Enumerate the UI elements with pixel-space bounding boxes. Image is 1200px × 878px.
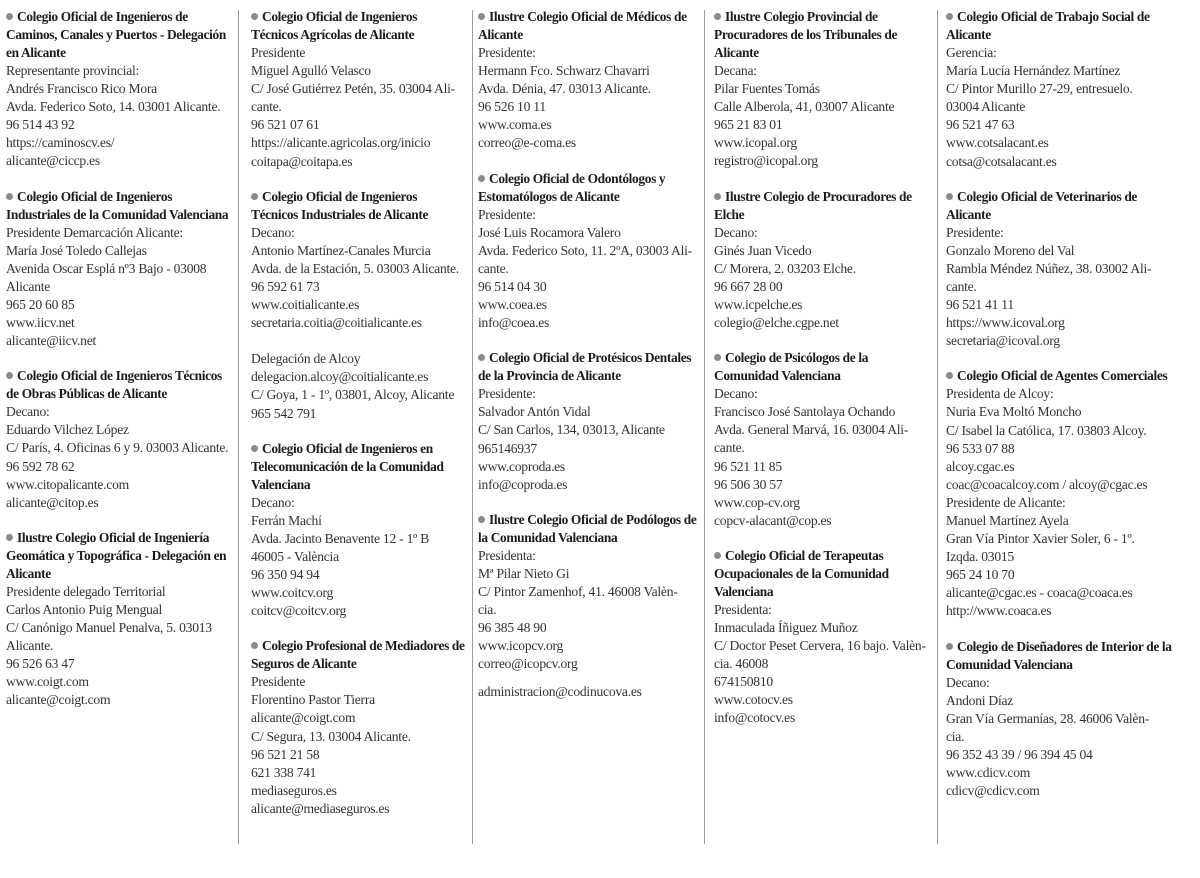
entry-role: Decano:	[714, 386, 758, 402]
bullet-icon	[946, 193, 953, 200]
entry-title: Colegio Oficial de Veterinarios de Alicante	[946, 188, 1138, 222]
entry-person: Andoni Díaz	[946, 692, 1014, 708]
bullet-icon	[946, 643, 953, 650]
entry-website: www.coproda.es	[478, 458, 565, 474]
bullet-icon	[946, 372, 953, 379]
entry-email: coitapa@coitapa.es	[251, 153, 353, 169]
entry-title: Colegio Profesional de Mediadores de Seguros de Alicante	[251, 638, 465, 672]
entry-email: secretaria@icoval.org	[946, 333, 1060, 349]
directory-entry	[714, 547, 934, 728]
entry-email: alicante@coigt.com	[6, 692, 111, 708]
entry-person: María José Toledo Callejas	[6, 242, 147, 258]
column-divider	[238, 10, 239, 844]
entry-role: Presidente:	[478, 206, 536, 222]
bullet-icon	[714, 13, 721, 20]
entry-role: Decano:	[714, 224, 758, 240]
entry-person: Miguel Agulló Velasco	[251, 63, 371, 79]
directory-entry	[946, 188, 1176, 351]
column-divider	[937, 10, 938, 844]
entry-website: mediaseguros.es	[251, 782, 337, 798]
entry-website: www.iicv.net	[6, 315, 75, 331]
entry-phone: 96 352 43 39 / 96 394 45 04	[946, 746, 1093, 762]
entry-address: C/ París, 4. Oficinas 6 y 9. 03003 Alicante.	[6, 440, 229, 456]
directory-entry	[6, 529, 232, 710]
directory-entry	[478, 349, 698, 494]
entry-website: www.citopalicante.com	[6, 476, 129, 492]
entry-role: Presidenta:	[714, 601, 772, 617]
bullet-icon	[6, 372, 13, 379]
entry-email: info@cotocv.es	[714, 710, 795, 726]
entry-website: https://alicante.agricolas.org/inicio	[251, 135, 431, 151]
entry-person: Inmaculada Íñiguez Muñoz	[714, 619, 858, 635]
column-4	[714, 8, 934, 848]
entry-phone: 96 521 21 58	[251, 746, 320, 762]
entry-website: http://www.coaca.es	[946, 603, 1052, 619]
entry-address: Alicante	[6, 278, 51, 294]
entry-website: www.coitialicante.es	[251, 297, 360, 313]
entry-phone: 96 526 10 11	[478, 99, 546, 115]
entry-title: Colegio Oficial de Odontólogos y Estomatólogos de Alicante	[478, 170, 666, 204]
entry-role: Presidente:	[478, 386, 536, 402]
entry-address: cia. 46008	[714, 656, 769, 672]
entry-email: alicante@iicv.net	[6, 333, 97, 349]
entry-title: Colegio Oficial de Ingenieros Técnicos Industriales de Alicante	[251, 188, 429, 222]
entry-email: copcv-alacant@cop.es	[714, 512, 832, 528]
entry-address: Rambla Méndez Núñez, 38. 03002 Ali-	[946, 260, 1152, 276]
entry-role: Presidenta:	[478, 547, 536, 563]
entry-title: Colegio Oficial de Protésicos Dentales de la Provincia de Alicante	[478, 350, 692, 384]
directory-entry	[714, 8, 934, 171]
entry-email: alicante@mediaseguros.es	[251, 800, 390, 816]
directory-entry	[478, 170, 698, 333]
entry-address: Avda. Dénia, 47. 03013 Alicante.	[478, 81, 651, 97]
column-divider	[472, 10, 473, 844]
entry-website: www.icopcv.org	[478, 638, 564, 654]
entry-title: Ilustre Colegio Oficial de Ingeniería Geomática y Topográfica - Delegación en Alicante	[6, 529, 227, 581]
entry-phone: 96 592 61 73	[251, 278, 320, 294]
entry-email: cdicv@cdicv.com	[946, 783, 1040, 799]
directory-entry	[6, 188, 232, 351]
entry-address: 03004 Alicante	[946, 99, 1026, 115]
entry-title: Colegio Oficial de Trabajo Social de Alicante	[946, 9, 1150, 42]
bullet-icon	[251, 13, 258, 20]
entry-email: info@coea.es	[478, 315, 550, 331]
entry-website: https://caminoscv.es/	[6, 135, 115, 151]
bullet-icon	[6, 193, 13, 200]
entry-phone: 96 350 94 94	[251, 566, 320, 582]
entry-address: 46005 - València	[251, 548, 339, 564]
entry-role: Presidente	[251, 45, 306, 60]
directory-entry	[251, 440, 465, 621]
entry-email: alicante@ciccp.es	[6, 153, 100, 169]
entry-address: C/ Canónigo Manuel Penalva, 5. 03013	[6, 619, 212, 635]
entry-phone: 965146937	[478, 440, 537, 456]
entry-address: Avda. Federico Soto, 11. 2ºA, 03003 Ali-	[478, 242, 692, 258]
column-divider	[704, 10, 705, 844]
entry-address: C/ Pintor Murillo 27-29, entresuelo.	[946, 81, 1133, 97]
entry-website: www.cotocv.es	[714, 692, 793, 708]
entry-role: Representante provincial:	[6, 63, 140, 78]
entry-title: Colegio de Diseñadores de Interior de la Comunidad Valenciana	[946, 638, 1172, 672]
entry-address: Avda. General Marvá, 16. 03004 Ali-	[714, 422, 909, 438]
entry-phone: 96 521 07 61	[251, 117, 320, 133]
entry-address: Izqda. 03015	[946, 549, 1014, 565]
entry-title: Colegio Oficial de Agentes Comerciales	[946, 367, 1176, 385]
bullet-icon	[478, 175, 485, 182]
entry-role: Presidente	[251, 674, 306, 690]
entry-website: www.cdicv.com	[946, 765, 1031, 780]
entry-address: Gran Vía Germanías, 28. 46006 Valèn-	[946, 710, 1150, 726]
entry-address: Avda. Jacinto Benavente 12 - 1º B	[251, 530, 430, 546]
entry-phone: 96 506 30 57	[714, 476, 783, 492]
bullet-icon	[251, 193, 258, 200]
entry-person: Salvador Antón Vidal	[478, 404, 591, 420]
entry-person: Ginés Juan Vicedo	[714, 242, 812, 258]
entry-address: Avda. de la Estación, 5. 03003 Alicante.	[251, 260, 459, 276]
bullet-icon	[478, 516, 485, 523]
entry-website: www.coigt.com	[6, 674, 89, 690]
entry-role: Decana:	[714, 63, 757, 78]
bullet-icon	[714, 193, 721, 200]
directory-entry	[714, 188, 934, 333]
alcoy-delegation	[251, 350, 465, 422]
entry-role: Presidente de Alicante:	[946, 494, 1066, 510]
entry-person: Florentino Pastor Tierra	[251, 692, 375, 708]
entry-address: cante.	[946, 278, 977, 294]
entry-role: Decano:	[251, 494, 295, 510]
delegation-name: Delegación de Alcoy	[251, 351, 361, 367]
entry-email: alicante@cgac.es - coaca@coaca.es	[946, 585, 1133, 601]
entry-person: Mª Pilar Nieto Gi	[478, 565, 570, 581]
entry-website: alcoy.cgac.es	[946, 458, 1015, 474]
entry-role: Presidente:	[478, 45, 536, 60]
entry-role: Presidente Demarcación Alicante:	[6, 224, 183, 240]
entry-address: cante.	[478, 260, 509, 276]
entry-phone: 96 667 28 00	[714, 278, 783, 294]
bullet-icon	[6, 13, 13, 20]
bullet-icon	[714, 354, 721, 361]
column-5	[946, 8, 1176, 848]
entry-phone: 96 526 63 47	[6, 656, 75, 672]
entry-phone: 96 521 47 63	[946, 117, 1015, 133]
entry-address: cia.	[478, 602, 497, 618]
entry-website: www.cop-cv.org	[714, 494, 800, 510]
bullet-icon	[251, 445, 258, 452]
entry-website: www.coea.es	[478, 297, 547, 313]
entry-person: Manuel Martínez Ayela	[946, 512, 1069, 528]
entry-phone: 965 24 10 70	[946, 567, 1015, 583]
directory-entry	[714, 349, 934, 530]
entry-email: registro@icopal.org	[714, 153, 818, 169]
entry-title: Ilustre Colegio Provincial de Procuradores de los Tribunales de Alicante	[714, 9, 898, 60]
entry-title: Colegio Oficial de Ingenieros Técnicos de Obras Públicas de Alicante	[6, 368, 222, 402]
entry-person: Carlos Antonio Puig Mengual	[6, 601, 162, 617]
bullet-icon	[946, 13, 953, 20]
entry-website: https://www.icoval.org	[946, 315, 1065, 331]
entry-address: C/ Goya, 1 - 1º, 03801, Alcoy, Alicante	[251, 387, 455, 403]
directory-entry	[251, 8, 465, 171]
entry-phone: 965 21 83 01	[714, 117, 783, 133]
entry-address: Calle Alberola, 41, 03007 Alicante	[714, 99, 895, 115]
entry-email: info@coproda.es	[478, 476, 568, 492]
entry-person: José Luis Rocamora Valero	[478, 224, 621, 240]
directory-entry	[946, 8, 1176, 171]
bullet-icon	[6, 534, 13, 541]
entry-title: Colegio de Psicólogos de la Comunidad Valenciana	[714, 350, 869, 384]
entry-role: Presidente:	[946, 224, 1004, 240]
entry-email: coac@coacalcoy.com / alcoy@cgac.es	[946, 476, 1148, 492]
directory-entry	[6, 8, 232, 171]
entry-person: Francisco José Santolaya Ochando	[714, 404, 896, 420]
directory-entry	[478, 511, 698, 702]
entry-role: Gerencia:	[946, 45, 997, 60]
entry-address: Gran Vía Pintor Xavier Soler, 6 - 1º.	[946, 531, 1135, 547]
entry-website: www.cotsalacant.es	[946, 135, 1049, 151]
entry-person: María Lucía Hernández Martínez	[946, 63, 1121, 79]
entry-address: Avda. Federico Soto, 14. 03001 Alicante.	[6, 99, 221, 115]
entry-person: Hermann Fco. Schwarz Chavarri	[478, 63, 650, 79]
entry-website: www.coma.es	[478, 117, 552, 133]
entry-person: Eduardo Vilchez López	[6, 422, 129, 438]
entry-email: coitcv@coitcv.org	[251, 603, 347, 619]
entry-title: Ilustre Colegio de Procuradores de Elche	[714, 188, 912, 222]
entry-title: Ilustre Colegio Oficial de Podólogos de la Comunidad Valenciana	[478, 511, 697, 545]
directory-entry	[946, 638, 1176, 801]
entry-phone: 621 338 741	[251, 764, 317, 780]
entry-phone: 96 592 78 62	[6, 458, 75, 474]
bullet-icon	[714, 552, 721, 559]
entry-phone: 96 514 04 30	[478, 278, 547, 294]
entry-email: administracion@codinucova.es	[478, 684, 642, 700]
entry-title: Colegio Oficial de Ingenieros Industriales de la Comunidad Valenciana	[6, 188, 229, 222]
entry-email: correo@icopcv.org	[478, 656, 578, 672]
entry-email: colegio@elche.cgpe.net	[714, 315, 839, 331]
entry-role: Decano:	[6, 404, 50, 420]
entry-phone: 96 533 07 88	[946, 440, 1015, 456]
entry-person: Pilar Fuentes Tomás	[714, 81, 820, 97]
entry-phone: 96 514 43 92	[6, 117, 75, 133]
entry-phone: 965 542 791	[251, 405, 317, 421]
entry-address: cante.	[251, 99, 282, 115]
entry-email: cotsa@cotsalacant.es	[946, 153, 1057, 169]
entry-phone: 96 385 48 90	[478, 620, 547, 636]
directory-entry	[251, 637, 465, 818]
entry-website: www.icopal.org	[714, 135, 797, 151]
entry-person: Antonio Martínez-Canales Murcia	[251, 242, 431, 258]
directory-entry	[946, 367, 1176, 620]
entry-title: Colegio Oficial de Ingenieros en Telecomunicación de la Comunidad Valenciana	[251, 440, 444, 492]
column-2	[251, 8, 465, 848]
entry-address: C/ Morera, 2. 03203 Elche.	[714, 260, 856, 276]
entry-role: Decano:	[946, 674, 990, 690]
column-1	[6, 8, 232, 848]
entry-email: delegacion.alcoy@coitialicante.es	[251, 369, 429, 385]
entry-phone: 674150810	[714, 674, 773, 690]
entry-role: Decano:	[251, 224, 295, 240]
entry-address: C/ José Gutiérrez Petén, 35. 03004 Ali-	[251, 81, 455, 97]
entry-address: C/ San Carlos, 134, 03013, Alicante	[478, 422, 665, 438]
entry-address: cia.	[946, 728, 965, 744]
entry-role: Presidente delegado Territorial	[6, 583, 166, 599]
entry-email: secretaria.coitia@coitialicante.es	[251, 315, 422, 331]
entry-role: Presidenta de Alcoy:	[946, 386, 1054, 402]
entry-address: C/ Segura, 13. 03004 Alicante.	[251, 728, 411, 744]
entry-website: www.coitcv.org	[251, 585, 334, 601]
entry-email: alicante@citop.es	[6, 494, 99, 510]
entry-phone: 96 521 11 85	[714, 458, 782, 474]
directory-entry	[478, 8, 698, 153]
entry-address: C/ Pintor Zamenhof, 41. 46008 Valèn-	[478, 583, 678, 599]
entry-email: correo@e-coma.es	[478, 135, 576, 151]
entry-title: Colegio Oficial de Ingenieros de Caminos, Canales y Puertos - Delegación en Alicante	[6, 9, 226, 60]
entry-person: Nuria Eva Moltó Moncho	[946, 404, 1082, 420]
entry-title: Colegio Oficial de Ingenieros Técnicos Agrícolas de Alicante	[251, 9, 418, 42]
entry-address: cante.	[714, 440, 745, 456]
entry-person: Ferrán Machí	[251, 512, 322, 528]
entry-address: Alicante.	[6, 638, 54, 654]
column-3	[478, 8, 698, 848]
entry-phone: 965 20 60 85	[6, 296, 75, 312]
bullet-icon	[251, 642, 258, 649]
entry-phone: 96 521 41 11	[946, 297, 1014, 313]
entry-address: C/ Isabel la Católica, 17. 03803 Alcoy.	[946, 422, 1147, 438]
directory-entry	[6, 367, 232, 512]
entry-address: C/ Doctor Peset Cervera, 16 bajo. Valèn-	[714, 638, 926, 654]
entry-title: Ilustre Colegio Oficial de Médicos de Alicante	[478, 9, 687, 42]
entry-email: alicante@coigt.com	[251, 710, 356, 726]
bullet-icon	[478, 13, 485, 20]
directory-entry	[251, 188, 465, 423]
bullet-icon	[478, 354, 485, 361]
entry-title: Colegio Oficial de Terapeutas Ocupacionales de la Comunidad Valenciana	[714, 547, 889, 599]
entry-person: Andrés Francisco Rico Mora	[6, 81, 157, 97]
entry-website: www.icpelche.es	[714, 296, 803, 312]
entry-person: Gonzalo Moreno del Val	[946, 242, 1075, 258]
entry-address: Avenida Oscar Esplá nº3 Bajo - 03008	[6, 260, 207, 276]
